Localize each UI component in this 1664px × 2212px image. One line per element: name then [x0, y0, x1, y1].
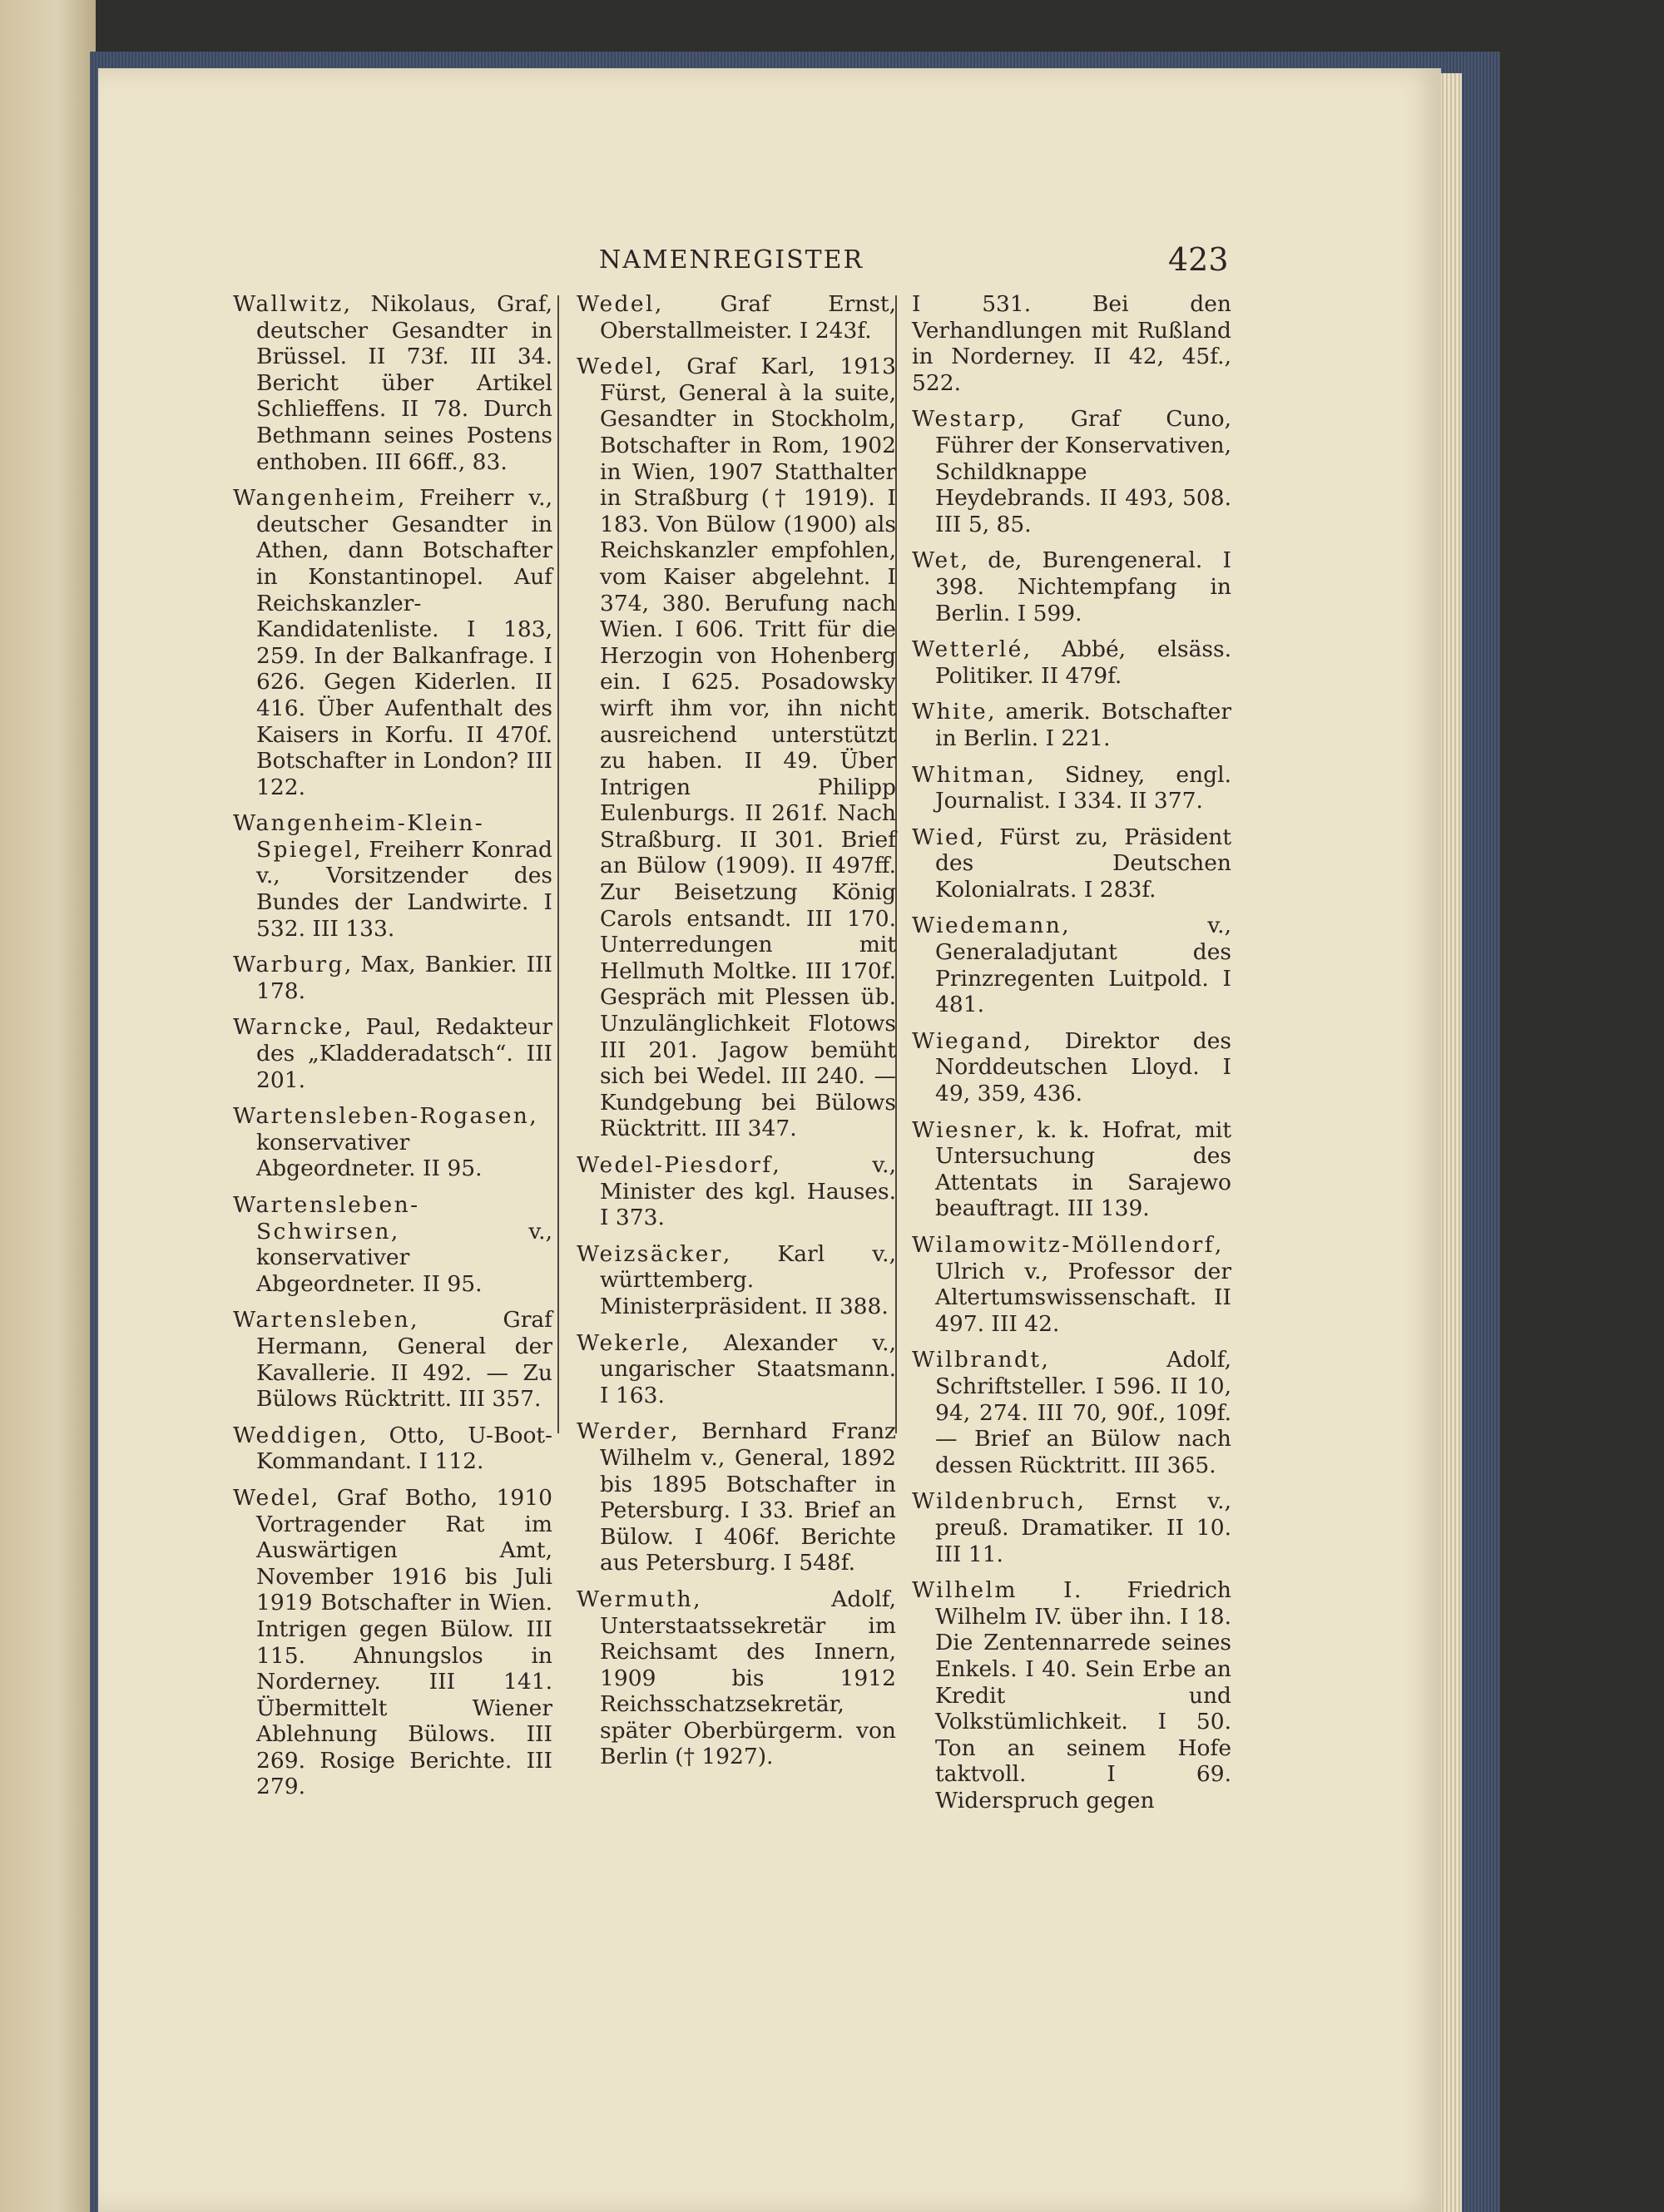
- entry-text: , Graf Botho, 1910 Vortragender Rat im Auswärtigen Amt, November 1916 bis Juli 1919 Botschafter in Wien. Intrigen gegen Bülow. III 115. Ahnungslos in Norderney. III 141. Übermittelt Wiener Ablehnung Bülows. III 269. Rosige Berichte. III 279.: [256, 1484, 552, 1800]
- index-entry: [233, 1103, 552, 1182]
- entry-headword: Wiedemann: [912, 913, 1062, 939]
- entry-text: , Sidney, engl. Journalist. I 334. II 377.: [935, 761, 1231, 814]
- entry-text: , de, Burengeneral. I 398. Nichtempfang in Berlin. I 599.: [935, 547, 1231, 626]
- entry-text: , Ulrich v., Professor der Altertumswissenschaft. II 497. III 42.: [935, 1232, 1231, 1337]
- entry-headword: Weizsäcker: [577, 1240, 723, 1267]
- index-entry: [577, 1152, 896, 1231]
- index-entry: [577, 1330, 896, 1409]
- facing-page-edge: [0, 0, 96, 2212]
- entry-text: , Karl v., württemberg. Ministerpräsident. II 388.: [600, 1240, 896, 1319]
- entry-headword: Wermuth: [577, 1586, 694, 1612]
- entry-text: , Ernst v., preuß. Dramatiker. II 10. III 11.: [935, 1488, 1231, 1567]
- column-rule: [557, 295, 559, 1433]
- index-entry: [577, 291, 896, 344]
- entry-headword: Wartensleben-Rogasen: [233, 1103, 530, 1130]
- entry-headword: Wartensleben-Schwirsen: [233, 1192, 420, 1245]
- entry-headword: Wet: [912, 547, 961, 574]
- entry-headword: Wedel: [577, 354, 655, 380]
- entry-text: , konservativer Abgeordneter. II 95.: [256, 1103, 537, 1182]
- entry-headword: White: [912, 699, 988, 725]
- index-entry: [912, 1347, 1231, 1478]
- entry-text: , k. k. Hofrat, mit Untersuchung des Attentats in Sarajewo beauftragt. III 139.: [935, 1116, 1231, 1222]
- index-entry: [233, 1014, 552, 1093]
- index-entry: [577, 1586, 896, 1770]
- index-entry: [233, 1485, 552, 1800]
- index-entry: [912, 824, 1231, 903]
- entry-headword: Wangenheim: [233, 485, 398, 512]
- index-entry: [912, 547, 1231, 626]
- entry-headword: Wetterlé: [912, 636, 1023, 663]
- entry-headword: Warncke: [233, 1014, 344, 1041]
- entry-headword: Wedel: [577, 291, 655, 317]
- index-entry: [233, 1307, 552, 1412]
- entry-headword: Wiegand: [912, 1027, 1024, 1054]
- entry-text: , Graf Karl, 1913 Fürst, General à la suite, Gesandter in Stockholm, Botschafter in Rom, 1902 in Wien, 1907 Statthalter in Straßburg († 1919). I 183. Von Bülow (1900) als Reichskanzler empfohlen, vom Kaiser abgelehnt. I 374, 380. Berufung nach Wien. I 606. Tritt für die Herzogin von Hohenberg ein. I 625. Posadowsky wirft ihm vor, ihn nicht ausreichend unterstützt zu haben. II 49. Über Intrigen Philipp Eulenburgs. II 261f. Nach Straßburg. II 301. Brief an Bülow (1909). II 497ff. Zur Beisetzung König Carols entsandt. III 170. Unterredungen mit Hellmuth Moltke. III 170f. Gespräch mit Plessen üb. Unzulänglichkeit Flotows III 201. Jagow bemüht sich bei Wedel. III 240. — Kundgebung bei Bülows Rücktritt. III 347.: [600, 354, 896, 1142]
- index-entry: [912, 1028, 1231, 1107]
- entry-headword: Wedel: [233, 1484, 311, 1511]
- entry-headword: Wartensleben: [233, 1307, 411, 1334]
- index-entry: [912, 913, 1231, 1017]
- entry-headword: Weddigen: [233, 1422, 360, 1448]
- index-column-2: [577, 291, 896, 1780]
- entry-headword: Wilhelm I.: [912, 1577, 1083, 1604]
- entry-headword: Wiesner: [912, 1116, 1018, 1143]
- entry-text: , Nikolaus, Graf, deutscher Gesandter in Brüssel. II 73f. III 34. Bericht über Artikel Schlieffens. II 78. Durch Bethmann seines Postens enthoben. III 66ff., 83.: [256, 291, 552, 475]
- index-entry: [233, 810, 552, 942]
- index-entry: [912, 1577, 1231, 1814]
- index-entry: [577, 354, 896, 1142]
- entry-text: , v., Minister des kgl. Hauses. I 373.: [600, 1152, 896, 1231]
- index-entry: [912, 1232, 1231, 1337]
- entry-text: , Paul, Redakteur des „Kladderadatsch“. III 201.: [256, 1014, 552, 1093]
- entry-text: , Graf Cuno, Führer der Konservativen, Schildknappe Heydebrands. II 493, 508. III 5, 85.: [935, 406, 1231, 537]
- index-entry: [912, 406, 1231, 537]
- entry-headword: Wied: [912, 824, 977, 850]
- entry-text: , Fürst zu, Präsident des Deutschen Kolonialrats. I 283f.: [935, 824, 1231, 903]
- index-entry: [912, 699, 1231, 751]
- entry-text: , v., Generaladjutant des Prinzregenten Luitpold. I 481.: [935, 913, 1231, 1018]
- entry-text: , Max, Bankier. III 178.: [256, 952, 552, 1004]
- index-entry: [233, 952, 552, 1004]
- entry-headword: Whitman: [912, 761, 1028, 788]
- index-column-3: [912, 291, 1231, 1824]
- entry-headword: Wilbrandt: [912, 1347, 1042, 1373]
- entry-headword: Wekerle: [577, 1329, 682, 1356]
- entry-text: , Abbé, elsäss. Politiker. II 479f.: [935, 636, 1231, 689]
- index-entry-continued: [912, 291, 1231, 396]
- index-entry: [912, 636, 1231, 689]
- entry-text: , Graf Hermann, General der Kavallerie. II 492. — Zu Bülows Rücktritt. III 357.: [256, 1307, 552, 1413]
- index-column-1: [233, 291, 552, 1810]
- entry-headword: Wallwitz: [233, 291, 344, 317]
- entry-headword: Wedel-Piesdorf: [577, 1152, 773, 1178]
- entry-headword: Warburg: [233, 952, 344, 978]
- index-entry: [912, 1488, 1231, 1567]
- entry-text: , amerik. Botschafter in Berlin. I 221.: [935, 699, 1231, 751]
- entry-text: , Adolf, Schriftsteller. I 596. II 10, 94, 274. III 70, 90f., 109f. — Brief an Bülow nach dessen Rücktritt. III 365.: [935, 1347, 1231, 1478]
- entry-text: , v., konservativer Abgeordneter. II 95.: [256, 1218, 552, 1297]
- index-entry: [577, 1418, 896, 1576]
- entry-headword: Wildenbruch: [912, 1488, 1077, 1515]
- index-entry: [233, 485, 552, 800]
- entry-headword: Westarp: [912, 406, 1018, 433]
- index-entry: [912, 762, 1231, 814]
- entry-text: , Adolf, Unterstaatssekretär im Reichsamt des Innern, 1909 bis 1912 Reichsschatzsekretär, später Oberbürgerm. von Berlin († 1927).: [600, 1586, 896, 1770]
- entry-text: I 531. Bei den Verhandlungen mit Rußland in Norderney. II 42, 45f., 522.: [912, 291, 1231, 396]
- running-head: NAMENREGISTER: [599, 245, 864, 275]
- index-entry: [233, 1423, 552, 1475]
- entry-headword: Wangenheim-Klein-Spiegel: [233, 810, 485, 863]
- entry-headword: Wilamowitz-Möllendorf: [912, 1232, 1215, 1258]
- entry-text: Friedrich Wilhelm IV. über ihn. I 18. Die Zentennarrede seines Enkels. I 40. Sein Erbe an Kredit und Volkstümlichkeit. I 50. Ton an seinem Hofe taktvoll. I 69. Widerspruch gegen: [935, 1577, 1231, 1814]
- entry-text: , Alexander v., ungarischer Staatsmann. I 163.: [600, 1329, 896, 1408]
- entry-text: , Freiherr Konrad v., Vorsitzender des Bundes der Landwirte. I 532. III 133.: [256, 836, 552, 942]
- index-entry: [577, 1241, 896, 1320]
- entry-text: , Graf Ernst, Oberstallmeister. I 243f.: [600, 291, 896, 344]
- entry-text: , Otto, U-Boot-Kommandant. I 112.: [256, 1422, 552, 1475]
- entry-text: , Freiherr v., deutscher Gesandter in Athen, dann Botschafter in Konstantinopel. Auf Reichskanzler-Kandidatenliste. I 183, 259. In der Balkanfrage. I 626. Gegen Kiderlen. II 416. Über Aufenthalt des Kaisers in Korfu. II 470f. Botschafter in London? III 122.: [256, 485, 552, 800]
- index-entry: [233, 291, 552, 475]
- entry-text: , Bernhard Franz Wilhelm v., General, 1892 bis 1895 Botschafter in Petersburg. I 33. Brief an Bülow. I 406f. Berichte aus Petersburg. I 548f.: [600, 1418, 896, 1576]
- entry-text: , Direktor des Norddeutschen Lloyd. I 49, 359, 436.: [935, 1027, 1231, 1107]
- index-entry: [233, 1192, 552, 1297]
- entry-headword: Werder: [577, 1418, 671, 1445]
- index-entry: [912, 1117, 1231, 1222]
- page-number: 423: [1168, 241, 1229, 278]
